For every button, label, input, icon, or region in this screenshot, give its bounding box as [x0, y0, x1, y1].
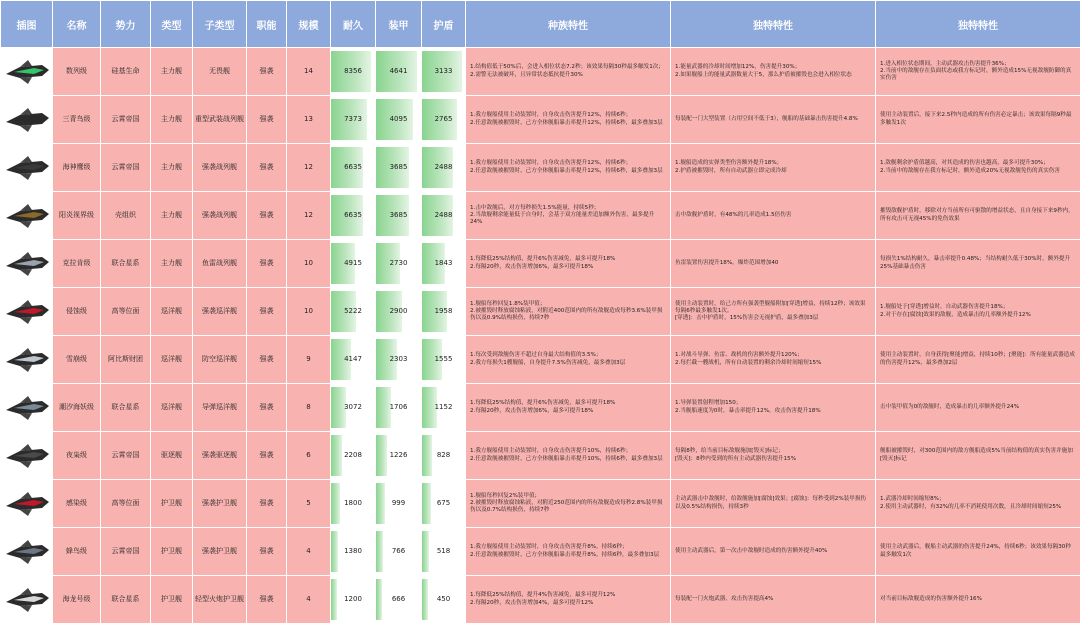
ship-icon [4, 585, 50, 615]
unique-trait-2-text: 舰船被摧毁时，对300范围内的敌方舰船造成5%当前结构值的真实伤害并施加[毁灭]标记 [876, 432, 1080, 480]
durability-cell [331, 576, 376, 624]
unique-trait-2-text: 1.舰船处于[穿透]增益时，自动武器伤害提升18%； 2.对于存在[腐蚀]效果的敌舰，造成暴击的几率额外提升12% [876, 288, 1080, 336]
unique-trait-1-text: 每装配一门大型装置（占用空间不低于3），舰船的基础暴击伤害提升4.8% [671, 96, 876, 144]
ship-type: 护卫舰 [151, 576, 193, 624]
unique-trait-1-text: 1.能量武器的冷却时间增加12%，伤害提升30%； 2.如果舰船上的能量武器数量大于5，那么护盾被摧毁也会进入相位状态 [671, 48, 876, 96]
ship-scale: 12 [287, 144, 331, 192]
race-trait-text: 1.我方舰船使用主动装置时，自身攻击伤害提升12%，持续6秒； 2.任意敌舰被摧毁时，己方全体舰船暴击率提升12%，持续6秒，最多叠加3层 [466, 144, 671, 192]
armor-value: 2303 [389, 355, 408, 364]
durability-value: 8356 [344, 67, 362, 76]
shield-cell [422, 432, 466, 480]
armor-value: 2730 [389, 259, 408, 268]
armor-bar [376, 483, 385, 524]
armor-cell [376, 288, 422, 336]
table-row [1, 384, 1080, 432]
durability-cell [331, 96, 376, 144]
shield-value: 1958 [434, 307, 453, 316]
shield-cell [422, 48, 466, 96]
race-trait-text: 1.我方舰船使用主动装置时，自身攻击伤害提升8%，持续6秒； 2.任意敌舰被摧毁时，己方全体舰船暴击率提升8%，持续6秒，最多叠加3层 [466, 528, 671, 576]
durability-bar [331, 531, 338, 572]
armor-value: 1706 [389, 403, 408, 412]
ship-scale: 10 [287, 240, 331, 288]
ship-illustration [1, 336, 53, 384]
ship-illustration [1, 480, 53, 528]
unique-trait-2-text: 1.武器冷却时间缩短8%； 2.使用主动武器时，有32%的几率不消耗使用次数，且冷却时间缩短25% [876, 480, 1080, 528]
armor-cell [376, 48, 422, 96]
ship-role: 强袭 [247, 288, 287, 336]
ship-scale: 6 [287, 432, 331, 480]
unique-trait-1-text: 每隔8秒，给当前目标敌舰施加[毁灭]标记； [毁灭]：8秒内受到的所有主动武器伤害提升15% [671, 432, 876, 480]
shield-value: 450 [436, 595, 451, 604]
shield-cell [422, 384, 466, 432]
race-trait-text: 1.我方舰船使用主动装置时，自身攻击伤害提升12%，持续6秒； 2.任意敌舰被摧毁时，己方全体舰船暴击率提升12%，持续6秒，最多叠加3层 [466, 96, 671, 144]
durability-value: 6635 [344, 163, 362, 172]
durability-value: 1200 [344, 595, 362, 604]
durability-value: 4915 [344, 259, 362, 268]
ship-illustration [1, 384, 53, 432]
ship-illustration [1, 528, 53, 576]
durability-cell [331, 240, 376, 288]
armor-cell [376, 240, 422, 288]
unique-trait-2-text: 使用主动武器后，舰船主动武器的伤害提升24%，持续6秒；该效果每隔30秒最多触发1次 [876, 528, 1080, 576]
ship-icon [4, 297, 50, 327]
armor-cell [376, 96, 422, 144]
ship-type: 主力舰 [151, 48, 193, 96]
shield-cell [422, 96, 466, 144]
shield-cell [422, 192, 466, 240]
ship-type: 主力舰 [151, 192, 193, 240]
ship-role: 强袭 [247, 480, 287, 528]
armor-bar [376, 387, 391, 428]
armor-cell [376, 384, 422, 432]
armor-cell [376, 144, 422, 192]
shield-bar [422, 435, 432, 476]
durability-value: 7373 [344, 115, 362, 124]
durability-value: 1800 [344, 499, 362, 508]
shield-value: 675 [436, 499, 451, 508]
race-trait-text: 1.结构值低于50%后，会进入相位状态7.2秒；该效果每隔30秒最多触发1次； 2.需警无法被破坏，且异常状态抵抗提升30% [466, 48, 671, 96]
armor-cell [376, 480, 422, 528]
ship-type: 巡洋舰 [151, 288, 193, 336]
ship-faction: 联合星系 [101, 240, 151, 288]
unique-trait-1-text: 使用主动装置时，给己方所有强袭型舰船附加[穿透]增益，持续12秒；该效果每隔6秒最多触发1次。 [穿透]：击中护盾时，15%伤害会无视护盾，最多叠加3层 [671, 288, 876, 336]
race-trait-text: 1.舰船每秒回复2%装甲值； 2.被摧毁时释放腐蚀粘液，对附近250范围内的所有敌舰造成每秒2.8%装甲损伤以及0.7%结构损伤，持续7秒 [466, 480, 671, 528]
ship-role: 强袭 [247, 96, 287, 144]
table-row [1, 48, 1080, 96]
shield-bar [422, 531, 429, 572]
shield-cell [422, 240, 466, 288]
armor-value: 1226 [389, 451, 408, 460]
race-trait-text: 1.每降低25%结构值，提升4%伤害减免，最多可提升12% 2.每隔20秒，攻击伤害增加4%，最多可提升12% [466, 576, 671, 624]
armor-value: 3685 [389, 211, 408, 220]
table-row [1, 480, 1080, 528]
durability-cell [331, 384, 376, 432]
ship-faction: 云霄帝国 [101, 528, 151, 576]
header-type: 类型 [151, 1, 193, 48]
armor-bar [376, 435, 387, 476]
durability-cell [331, 528, 376, 576]
ship-subtype: 鱼雷战列舰 [193, 240, 247, 288]
unique-trait-2-text: 每损失1%结构耐久，暴击率提升0.48%；当结构耐久低于30%时，额外提升25%基础暴击伤害 [876, 240, 1080, 288]
ship-role: 强袭 [247, 144, 287, 192]
shield-value: 2488 [434, 163, 453, 172]
ship-icon [4, 105, 50, 135]
durability-cell [331, 336, 376, 384]
ship-name: 感染级 [53, 480, 101, 528]
race-trait-text: 1.每降低25%结构值，提升6%伤害减免，最多可提升18% 2.每隔20秒，攻击伤害增加6%，最多可提升18% [466, 240, 671, 288]
durability-value: 2208 [344, 451, 362, 460]
durability-cell [331, 432, 376, 480]
unique-trait-1-text: 击中敌舰护盾时，有48%的几率造成1.5倍伤害 [671, 192, 876, 240]
durability-bar [331, 435, 342, 476]
table-row [1, 528, 1080, 576]
ship-type: 护卫舰 [151, 480, 193, 528]
armor-cell [376, 576, 422, 624]
ship-subtype: 强袭战列舰 [193, 192, 247, 240]
ship-faction: 阿比斯财团 [101, 336, 151, 384]
ship-type: 主力舰 [151, 240, 193, 288]
ship-subtype: 防空巡洋舰 [193, 336, 247, 384]
unique-trait-1-text: 使用主动武器后，第一次击中敌舰时造成的伤害额外提升40% [671, 528, 876, 576]
ship-faction: 壳组织 [101, 192, 151, 240]
shield-value: 518 [436, 547, 451, 556]
shield-cell [422, 144, 466, 192]
header-unique-trait-2: 独特特性 [876, 1, 1080, 48]
shield-value: 2765 [434, 115, 453, 124]
ship-role: 强袭 [247, 240, 287, 288]
header-unique-trait-1: 独特特性 [671, 1, 876, 48]
ship-scale: 12 [287, 192, 331, 240]
armor-cell [376, 528, 422, 576]
ship-role: 强袭 [247, 384, 287, 432]
ship-illustration [1, 432, 53, 480]
ship-name: 侵蚀级 [53, 288, 101, 336]
race-trait-text: 1.我方舰船使用主动装置时，自身攻击伤害提升10%，持续6秒； 2.任意敌舰被摧毁时，己方全体舰船暴击率提升10%，持续6秒，最多叠加3层 [466, 432, 671, 480]
durability-cell [331, 48, 376, 96]
unique-trait-1-text: 主动武器击中敌舰时，给敌舰施加[腐蚀]效果；[腐蚀]：每秒受到2%装甲损伤以及0.5%结构损伤，持续3秒 [671, 480, 876, 528]
ship-type: 主力舰 [151, 144, 193, 192]
ship-role: 强袭 [247, 576, 287, 624]
ship-icon [4, 537, 50, 567]
header-subtype: 子类型 [193, 1, 247, 48]
ship-role: 强袭 [247, 336, 287, 384]
ship-name: 海龙号级 [53, 576, 101, 624]
unique-trait-2-text: 1.进入相位状态期间，主动武器攻击伤害提升36%； 2.当前中的敌舰存在负面状态或我方标记时，额外造成15%无视敌舰防御的真实伤害 [876, 48, 1080, 96]
shield-value: 1843 [434, 259, 453, 268]
ship-subtype: 导弹巡洋舰 [193, 384, 247, 432]
unique-trait-1-text: 1.对战斗导弹、鱼雷、战机的伤害额外提升120%； 2.每拦截一艘战机，所有自动装置的剩余冷却时间缩短15% [671, 336, 876, 384]
ship-role: 强袭 [247, 48, 287, 96]
unique-trait-1-text: 鱼雷装置伤害提升18%，爆炸范围增加40 [671, 240, 876, 288]
ship-scale: 14 [287, 48, 331, 96]
ship-name: 三青鸟级 [53, 96, 101, 144]
durability-bar [331, 483, 340, 524]
ship-name: 海神鹰级 [53, 144, 101, 192]
shield-cell [422, 528, 466, 576]
armor-bar [376, 579, 382, 620]
shield-value: 2488 [434, 211, 453, 220]
durability-cell [331, 480, 376, 528]
armor-value: 766 [391, 547, 406, 556]
ship-subtype: 强袭驱逐舰 [193, 432, 247, 480]
header-durability: 耐久 [331, 1, 376, 48]
ship-illustration [1, 240, 53, 288]
durability-value: 5222 [344, 307, 362, 316]
ship-subtype: 无畏舰 [193, 48, 247, 96]
shield-cell [422, 480, 466, 528]
ship-role: 强袭 [247, 192, 287, 240]
ship-scale: 5 [287, 480, 331, 528]
durability-cell [331, 144, 376, 192]
ship-faction: 云霄帝国 [101, 96, 151, 144]
header-name: 名称 [53, 1, 101, 48]
table-row [1, 336, 1080, 384]
ship-scale: 4 [287, 576, 331, 624]
header-row [1, 1, 1080, 48]
unique-trait-2-text: 对当前目标敌舰造成的伤害额外提升16% [876, 576, 1080, 624]
armor-value: 3685 [389, 163, 408, 172]
race-trait-text: 1.每降低25%结构值，提升6%伤害减免，最多可提升18% 2.每隔20秒，攻击伤害增加6%，最多可提升18% [466, 384, 671, 432]
shield-bar [422, 483, 431, 524]
ship-name: 雪崩级 [53, 336, 101, 384]
unique-trait-2-text: 使用主动装置时，自身获得[聚能]增益，持续10秒；[聚能]：所有能量武器造成的伤害提升12%，最多叠加2层 [876, 336, 1080, 384]
ship-icon [4, 201, 50, 231]
header-faction: 势力 [101, 1, 151, 48]
armor-value: 4641 [389, 67, 408, 76]
ship-type: 护卫舰 [151, 528, 193, 576]
ship-role: 强袭 [247, 432, 287, 480]
ship-subtype: 强袭护卫舰 [193, 480, 247, 528]
shield-value: 828 [436, 451, 451, 460]
race-trait-text: 1.击中敌舰后，对方每秒损失1.5%能量，持续5秒； 2.当敌舰剩余能量低于自身时，会基于双方能量差追加额外伤害，最多提升24% [466, 192, 671, 240]
header-race-trait: 种族特性 [466, 1, 671, 48]
ship-faction: 联合星系 [101, 576, 151, 624]
armor-value: 999 [391, 499, 406, 508]
ship-scale: 4 [287, 528, 331, 576]
ship-type: 巡洋舰 [151, 336, 193, 384]
durability-value: 6635 [344, 211, 362, 220]
ship-faction: 高等位面 [101, 480, 151, 528]
armor-cell [376, 336, 422, 384]
shield-cell [422, 288, 466, 336]
ship-scale: 13 [287, 96, 331, 144]
armor-cell [376, 432, 422, 480]
ship-faction: 云霄帝国 [101, 432, 151, 480]
ship-illustration [1, 288, 53, 336]
ship-icon [4, 249, 50, 279]
armor-bar [376, 531, 383, 572]
ship-subtype: 重型武装战列舰 [193, 96, 247, 144]
shield-cell [422, 336, 466, 384]
header-armor: 装甲 [376, 1, 422, 48]
ship-scale: 9 [287, 336, 331, 384]
table-row [1, 240, 1080, 288]
unique-trait-2-text: 使用主动装置后，接下来2.5秒内造成的所有伤害必定暴击；该效果每隔9秒最多触发1次 [876, 96, 1080, 144]
unique-trait-1-text: 每装配一门火炮武器，攻击伤害提高4% [671, 576, 876, 624]
table-row [1, 432, 1080, 480]
armor-cell [376, 192, 422, 240]
shield-value: 1152 [434, 403, 453, 412]
unique-trait-1-text: 1.舰船造成的实弹类型伤害额外提升18%； 2.护盾被摧毁时，所有自动武器立即完成冷却 [671, 144, 876, 192]
durability-value: 4147 [344, 355, 362, 364]
table-row [1, 96, 1080, 144]
ship-role: 强袭 [247, 528, 287, 576]
durability-bar [331, 579, 337, 620]
ship-illustration [1, 192, 53, 240]
ship-icon [4, 489, 50, 519]
ship-icon [4, 153, 50, 183]
ship-scale: 8 [287, 384, 331, 432]
ship-icon [4, 441, 50, 471]
table-row [1, 144, 1080, 192]
ship-illustration [1, 96, 53, 144]
shield-cell [422, 576, 466, 624]
unique-trait-2-text: 摧毁敌舰护盾时，移除对方当前所有可驱散的增益状态，且自身接下来9秒内，所有攻击可无视45%的免伤效果 [876, 192, 1080, 240]
ship-subtype: 轻型火炮护卫舰 [193, 576, 247, 624]
ship-name: 阳炎视界级 [53, 192, 101, 240]
ship-type: 巡洋舰 [151, 384, 193, 432]
ship-illustration [1, 144, 53, 192]
armor-value: 666 [391, 595, 406, 604]
ship-faction: 高等位面 [101, 288, 151, 336]
durability-value: 1380 [344, 547, 362, 556]
armor-value: 2900 [389, 307, 408, 316]
shield-value: 1555 [434, 355, 453, 364]
durability-cell [331, 288, 376, 336]
ship-name: 潮汐海妖级 [53, 384, 101, 432]
ship-scale: 10 [287, 288, 331, 336]
ship-icon [4, 345, 50, 375]
armor-value: 4095 [389, 115, 408, 124]
header-role: 职能 [247, 1, 287, 48]
shield-bar [422, 579, 428, 620]
shield-value: 3133 [434, 67, 453, 76]
ship-icon [4, 57, 50, 87]
ship-subtype: 强袭战列舰 [193, 144, 247, 192]
race-trait-text: 1.舰船每秒回复1.8%装甲值； 2.被摧毁时释放腐蚀粘液，对附近400范围内的所有敌舰造成每秒3.6%装甲损伤以及0.9%结构损伤，持续7秒 [466, 288, 671, 336]
ship-name: 克拉肯级 [53, 240, 101, 288]
header-scale: 规模 [287, 1, 331, 48]
ship-illustration [1, 576, 53, 624]
durability-cell [331, 192, 376, 240]
ship-icon [4, 393, 50, 423]
ship-illustration [1, 48, 53, 96]
header-shield: 护盾 [422, 1, 466, 48]
ship-name: 数列级 [53, 48, 101, 96]
ship-subtype: 强袭护卫舰 [193, 528, 247, 576]
unique-trait-1-text: 1.导弹装置射程增加150； 2.当舰船速度为0时，暴击率提升12%，攻击伤害提升18% [671, 384, 876, 432]
ship-faction: 云霄帝国 [101, 144, 151, 192]
unique-trait-2-text: 1.敌舰剩余护盾值越高，对其造成的伤害也越高，最多可提升30%； 2.当前中的敌舰存在我方标记时，额外造成20%无视敌舰免伤的真实伤害 [876, 144, 1080, 192]
table-row [1, 192, 1080, 240]
header-illustration: 插图 [1, 1, 53, 48]
unique-trait-2-text: 击中装甲值为0的敌舰时，造成暴击的几率额外提升24% [876, 384, 1080, 432]
durability-value: 3072 [344, 403, 362, 412]
ship-type: 驱逐舰 [151, 432, 193, 480]
ship-name: 夜枭级 [53, 432, 101, 480]
ship-faction: 联合星系 [101, 384, 151, 432]
ship-name: 蜂鸟级 [53, 528, 101, 576]
table-row [1, 576, 1080, 624]
ship-subtype: 强袭巡洋舰 [193, 288, 247, 336]
race-trait-text: 1.每次受到敌舰伤害不超过自身最大结构值的3.5%； 2.我方每损失1艘舰船，自身提升7.5%伤害减免，最多叠加3层 [466, 336, 671, 384]
ship-type: 主力舰 [151, 96, 193, 144]
table-row [1, 288, 1080, 336]
ship-faction: 硅基生命 [101, 48, 151, 96]
